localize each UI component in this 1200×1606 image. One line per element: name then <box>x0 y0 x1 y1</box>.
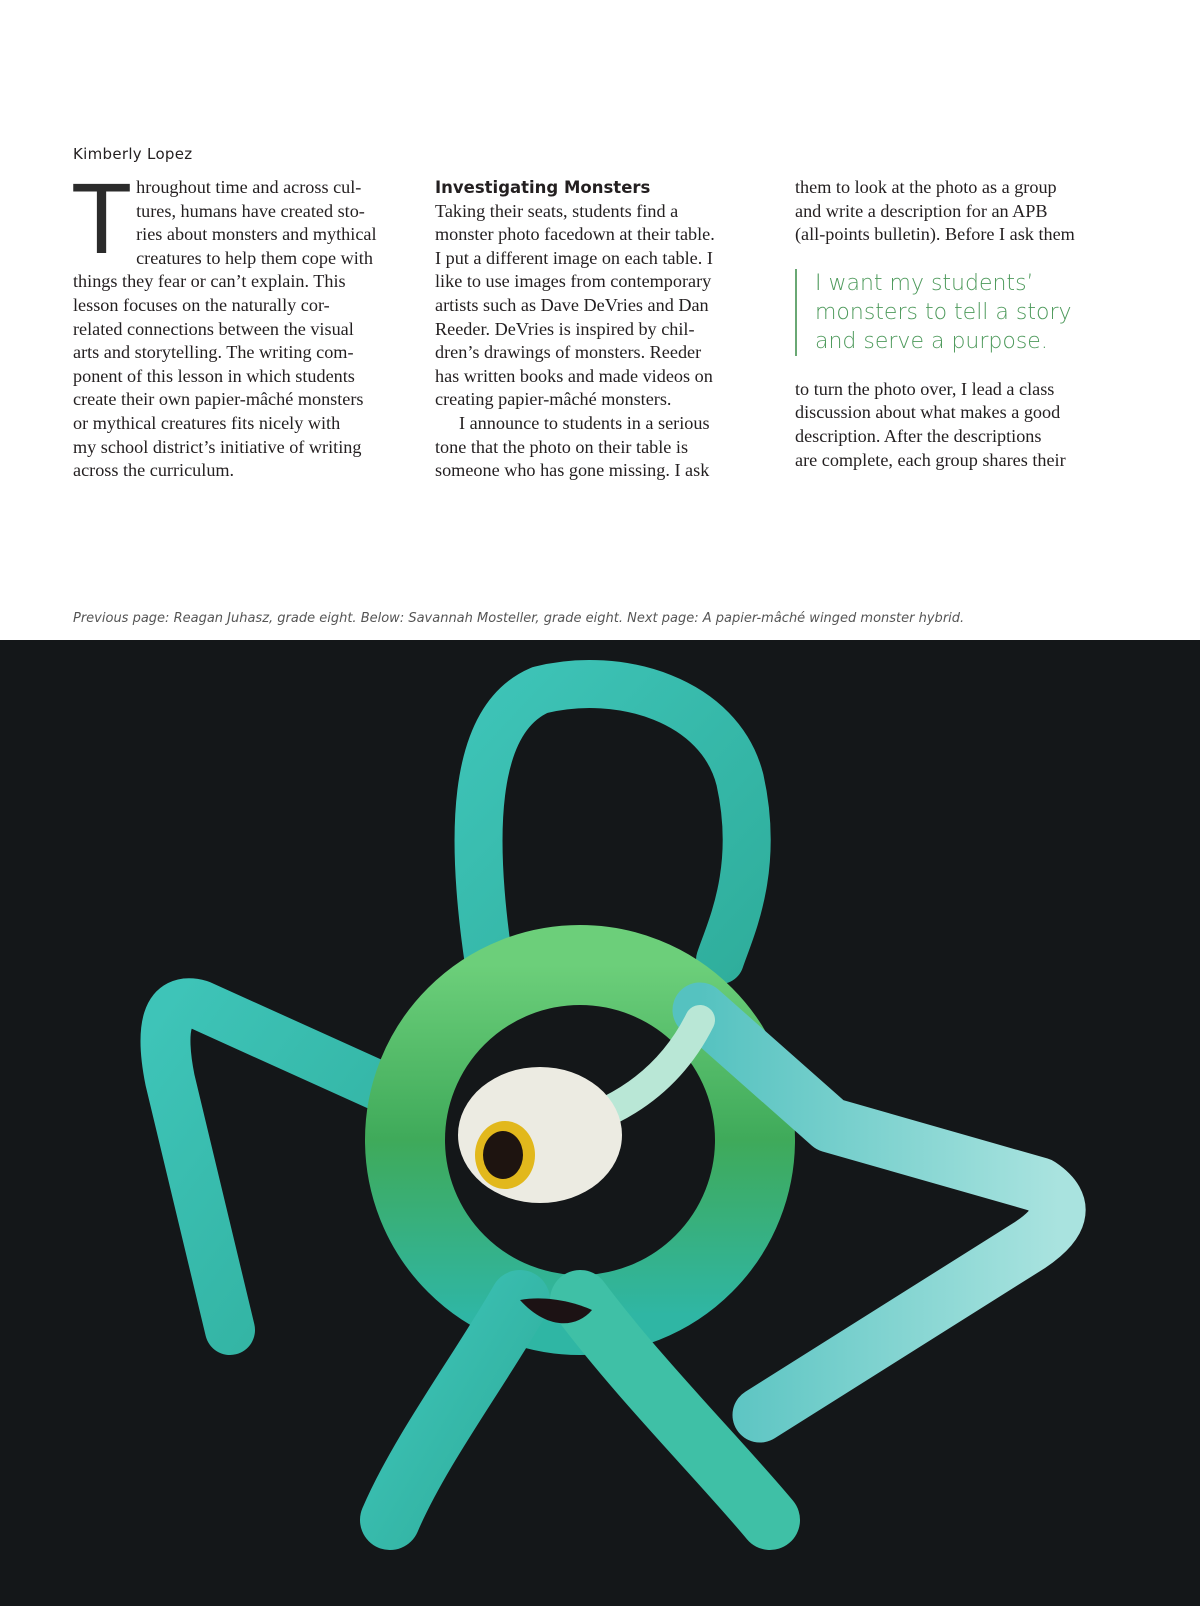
byline: Kimberly Lopez <box>73 145 193 163</box>
text-line: related connections between the visual <box>73 318 354 339</box>
text-line: creatures to help them cope with <box>136 247 373 268</box>
pull-quote <box>795 269 1125 356</box>
text-line: to turn the photo over, I lead a class <box>795 378 1055 399</box>
section-heading: Investigating Monsters <box>435 178 651 197</box>
text-line: description. After the descriptions <box>795 425 1042 446</box>
text-line: my school district’s initiative of writing <box>73 436 362 457</box>
pull-quote-line: monsters to tell a story <box>815 299 1072 325</box>
text-line: hroughout time and across cul- <box>136 177 362 197</box>
text-line: Reeder. DeVries is inspired by chil- <box>435 318 695 339</box>
text-line: ponent of this lesson in which students <box>73 365 355 386</box>
column-1 <box>71 163 403 483</box>
monster-sculpture-photo <box>0 640 1200 1606</box>
text-line: (all-points bulletin). Before I ask them <box>795 224 1075 245</box>
pull-quote-line: and serve a purpose. <box>815 328 1048 354</box>
pull-quote-line: I want my students’ <box>815 270 1034 296</box>
text-line: dren’s drawings of monsters. Reeder <box>435 342 702 363</box>
paragraph <box>435 412 765 483</box>
paragraph <box>795 378 1125 472</box>
text-line: them to look at the photo as a group <box>795 177 1057 197</box>
text-line: tone that the photo on their table is <box>435 436 689 457</box>
text-line: I put a different image on each table. I <box>435 247 713 268</box>
text-line: and write a description for an APB <box>795 200 1048 221</box>
text-line: ries about monsters and mythical <box>136 224 377 245</box>
text-line: creating papier-mâché monsters. <box>435 389 672 410</box>
monster-eye-icon <box>458 1067 622 1203</box>
drop-cap: T <box>71 163 133 275</box>
intro-paragraph <box>71 163 403 483</box>
text-line: monster photo facedown at their table. <box>435 224 715 245</box>
text-line: artists such as Dave DeVries and Dan <box>435 294 709 315</box>
text-line: has written books and made videos on <box>435 365 713 386</box>
sculpture-illustration <box>0 640 1200 1606</box>
text-line: tures, humans have created sto- <box>136 200 365 221</box>
text-line: are complete, each group shares their <box>795 449 1066 470</box>
text-line: someone who has gone missing. I ask <box>435 460 710 481</box>
text-line: discussion about what makes a good <box>795 402 1061 423</box>
text-line: like to use images from contemporary <box>435 271 712 292</box>
paragraph <box>795 176 1125 247</box>
column-2 <box>435 176 765 483</box>
text-line: arts and storytelling. The writing com- <box>73 342 354 363</box>
paragraph <box>435 200 765 412</box>
text-line: Taking their seats, students find a <box>435 200 679 221</box>
column-3 <box>795 176 1125 472</box>
text-line: things they fear or can’t explain. This <box>73 271 346 292</box>
text-line: I announce to students in a serious <box>459 412 710 433</box>
text-line: across the curriculum. <box>73 460 235 481</box>
text-line: or mythical creatures fits nicely with <box>73 412 341 433</box>
text-line: create their own papier-mâché monsters <box>73 389 364 410</box>
sculpture-body <box>165 684 1058 1520</box>
text-line: lesson focuses on the naturally cor- <box>73 294 330 315</box>
photo-caption: Previous page: Reagan Juhasz, grade eight. Below: Savannah Mosteller, grade eight. Next page: A papier-mâché winged monster hybrid. <box>73 611 965 626</box>
